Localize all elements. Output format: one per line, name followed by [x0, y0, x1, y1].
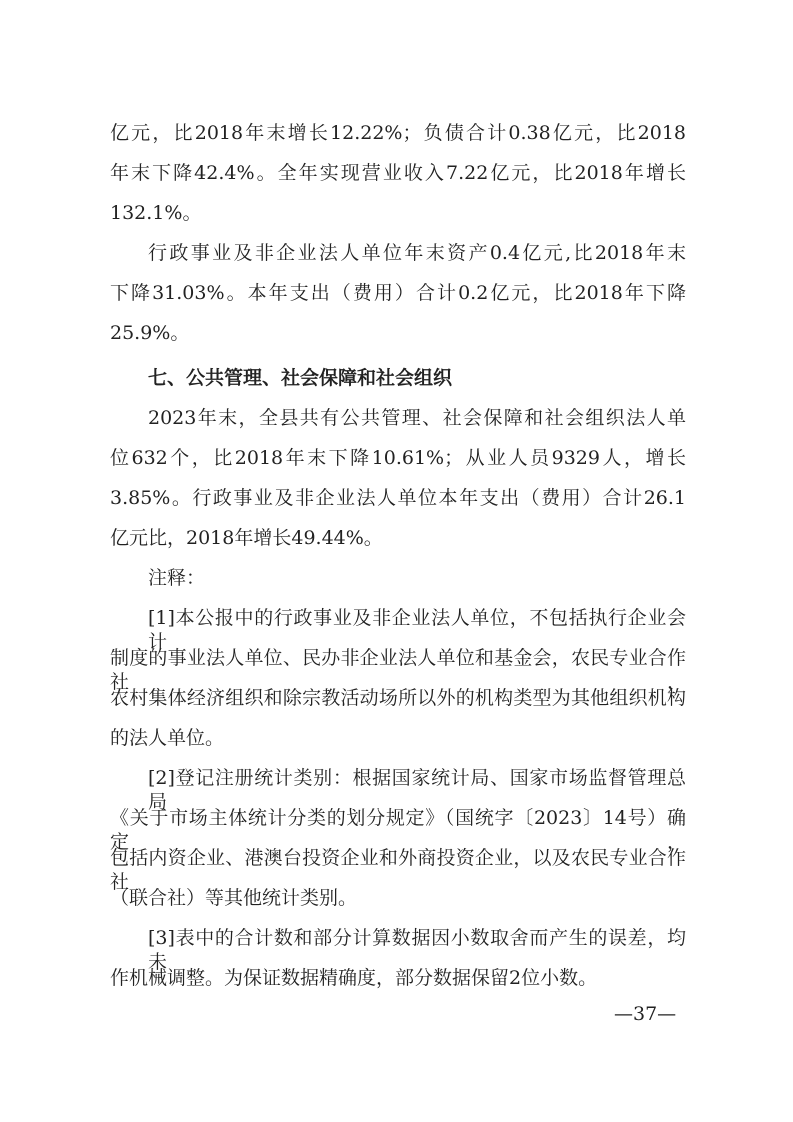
text-line: 年末下降42.4%。全年实现营业收入7.22亿元，比2018年增长: [110, 162, 686, 184]
text-line: 作机械调整。为保证数据精确度，部分数据保留2位小数。: [110, 967, 598, 989]
text-line: [1]本公报中的行政事业及非企业法人单位，不包括执行企业会计: [148, 607, 686, 653]
text-line: 2023年末，全县共有公共管理、社会保障和社会组织法人单: [148, 407, 686, 429]
text-line: [2]登记注册统计类别：根据国家统计局、国家市场监督管理总局: [148, 767, 686, 813]
text-line: 注释：: [148, 567, 206, 589]
text-line: 位632个，比2018年末下降10.61%；从业人员9329人，增长: [110, 447, 686, 469]
text-line: 农村集体经济组织和除宗教活动场所以外的机构类型为其他组织机构: [110, 687, 686, 709]
text-line: 25.9%。: [110, 322, 190, 344]
text-line: （联合社）等其他统计类别。: [110, 887, 358, 909]
text-line: 包括内资企业、港澳台投资企业和外商投资企业，以及农民专业合作社: [110, 847, 686, 893]
text-line: 132.1%。: [110, 202, 202, 224]
text-line: 亿元，比2018年末增长12.22%；负债合计0.38亿元，比2018: [110, 122, 686, 144]
text-line: 的法人单位。: [110, 727, 225, 749]
section-heading: 七、公共管理、社会保障和社会组织: [148, 367, 453, 389]
text-line: 行政事业及非企业法人单位年末资产0.4亿元,比2018年末: [148, 242, 686, 264]
text-line: [3]表中的合计数和部分计算数据因小数取舍而产生的误差，均未: [148, 927, 686, 973]
page-number: —37—: [614, 1003, 677, 1025]
text-line: 下降31.03%。本年支出（费用）合计0.2亿元，比2018年下降: [110, 282, 686, 304]
text-line: 《关于市场主体统计分类的划分规定》（国统字〔2023〕14号）确定，: [110, 807, 686, 853]
text-line: 制度的事业法人单位、民办非企业法人单位和基金会，农民专业合作社，: [110, 647, 686, 693]
text-line: 3.85%。行政事业及非企业法人单位本年支出（费用）合计26.1: [110, 487, 686, 509]
text-line: 亿元比，2018年增长49.44%。: [110, 527, 383, 549]
